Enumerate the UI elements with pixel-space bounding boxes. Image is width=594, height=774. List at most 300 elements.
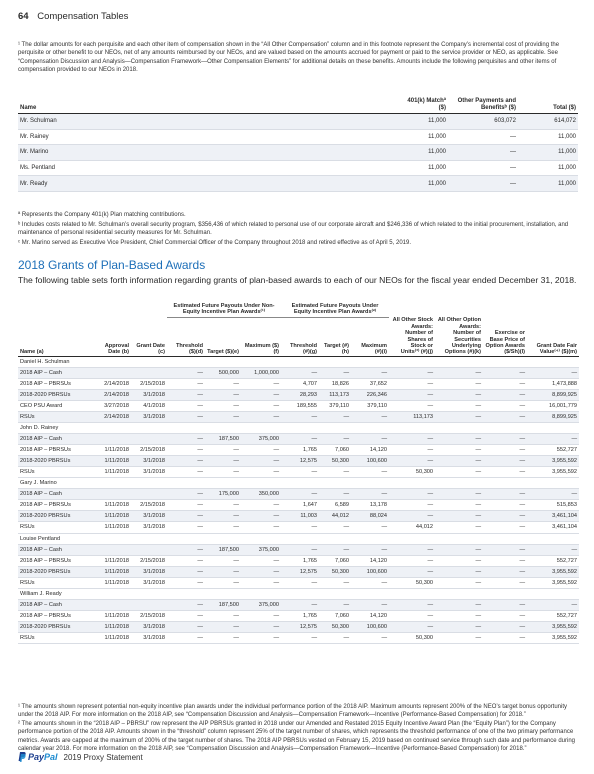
page-number: 64 <box>18 11 29 22</box>
grants-cell: — <box>343 634 350 641</box>
grants-cell: — <box>483 544 527 555</box>
grants-col-header: Threshold (#)(g) <box>289 342 318 356</box>
grants-cell: — <box>435 389 483 400</box>
grants-cell: — <box>273 402 280 409</box>
grants-cell: — <box>273 557 280 564</box>
grants-cell: 2018-2020 PBRSUs <box>18 621 95 632</box>
grants-col-header: Maximum ($)(f) <box>244 342 280 356</box>
grants-cell: — <box>273 469 280 476</box>
grants-cell: 187,500 <box>205 544 241 555</box>
page-footer <box>18 752 143 762</box>
grants-cell: — <box>389 389 435 400</box>
paypal-logo <box>18 752 58 762</box>
grants-cell: — <box>205 411 241 422</box>
grants-cell: 7,060 <box>335 447 350 454</box>
grants-cell: — <box>527 489 579 500</box>
grants-cell: 2018 AIP – PBRSUs <box>20 612 71 619</box>
perquisites-cell-total: 11,000 <box>518 145 578 161</box>
grants-cell: — <box>475 469 482 476</box>
grants-cell: — <box>483 566 527 577</box>
grants-cell: 1/11/2018 <box>104 502 129 509</box>
grants-cell: 3/1/2018 <box>131 456 167 467</box>
grants-cell: 4,707 <box>303 380 318 387</box>
grants-cell: 2018 AIP – Cash <box>18 434 95 445</box>
grants-cell: — <box>389 434 435 445</box>
grants-data-row <box>18 632 579 643</box>
grants-cell: — <box>527 367 579 378</box>
grants-cell: — <box>197 557 203 564</box>
grants-cell: — <box>483 489 527 500</box>
grants-data-row <box>18 511 579 522</box>
grants-cell: — <box>519 502 526 509</box>
perquisites-header-row <box>18 97 578 114</box>
grants-cell: 1/11/2018 <box>95 566 131 577</box>
grants-cell <box>131 489 167 500</box>
grants-cell: 50,300 <box>319 566 351 577</box>
grants-data-row <box>18 489 579 500</box>
grants-cell: 3/1/2018 <box>143 524 165 531</box>
grants-cell: 100,600 <box>351 456 389 467</box>
grants-cell: — <box>435 434 483 445</box>
grants-col-header: Maximum (#)(i) <box>361 342 388 356</box>
grants-data-row <box>18 500 579 511</box>
grants-cell: — <box>281 544 319 555</box>
perquisites-cell-other: — <box>448 145 518 161</box>
grants-cell: — <box>475 557 482 564</box>
grants-cell: 50,300 <box>415 634 434 641</box>
grants-cell <box>131 367 167 378</box>
perquisites-cell-c401k: 11,000 <box>398 176 448 192</box>
grants-cell: — <box>273 524 280 531</box>
grants-cell: — <box>483 621 527 632</box>
grants-cell: — <box>273 634 280 641</box>
grants-col-header: All Other Stock Awards: Number of Shares of Stock or Units⁽³⁾ (#)(j) <box>392 317 434 356</box>
page-header <box>18 11 128 22</box>
grants-cell: 13,178 <box>369 502 388 509</box>
grants-cell: 11,003 <box>281 511 319 522</box>
grants-cell: — <box>475 502 482 509</box>
grants-cell: 375,000 <box>241 544 281 555</box>
grants-cell: — <box>527 544 579 555</box>
grants-cell: — <box>519 634 526 641</box>
grants-cell: 4/1/2018 <box>143 402 165 409</box>
grants-cell: — <box>381 579 388 586</box>
perquisites-cell-name: Mr. Rainey <box>20 133 49 140</box>
grants-cell: 1/11/2018 <box>104 557 129 564</box>
grants-cell: — <box>197 447 203 454</box>
grants-cell: 2018-2020 PBRSUs <box>18 456 95 467</box>
paypal-mark-icon <box>18 752 26 762</box>
grants-data-row <box>18 566 579 577</box>
grants-cell: — <box>233 579 239 586</box>
grants-cell: — <box>475 612 482 619</box>
grants-cell: — <box>167 367 205 378</box>
grants-cell: 28,293 <box>281 389 319 400</box>
grants-cell: — <box>319 367 351 378</box>
grants-cell: 1/11/2018 <box>95 511 131 522</box>
grants-cell: — <box>319 489 351 500</box>
perquisites-row <box>18 129 578 145</box>
grants-cell: — <box>233 380 239 387</box>
grants-cell: 12,575 <box>281 456 319 467</box>
grants-cell: — <box>311 579 318 586</box>
grants-cell: — <box>519 579 526 586</box>
perquisites-cell-c401k: 11,000 <box>398 114 448 130</box>
grants-cell: 2/14/2018 <box>95 389 131 400</box>
grants-cell: 3/1/2018 <box>131 411 167 422</box>
grants-data-row <box>18 522 579 533</box>
grants-cell: 1/11/2018 <box>95 621 131 632</box>
grants-cell: 2018 AIP – PBRSUs <box>20 380 71 387</box>
grants-cell: — <box>311 634 318 641</box>
grants-cell: 1/11/2018 <box>104 634 129 641</box>
grants-cell: — <box>167 566 205 577</box>
grants-cell: 375,000 <box>241 599 281 610</box>
perquisites-cell-name: Mr. Schulman <box>18 114 398 130</box>
perquisites-row <box>18 114 578 130</box>
grants-cell: — <box>197 524 203 531</box>
col-header-name: Name <box>20 105 37 111</box>
grants-cell: — <box>197 634 203 641</box>
grants-cell: RSUs <box>20 469 35 476</box>
grants-cell: — <box>281 434 319 445</box>
grants-cell: — <box>241 411 281 422</box>
perquisites-row <box>18 160 578 176</box>
grants-cell: 18,826 <box>331 380 350 387</box>
grants-cell: — <box>527 434 579 445</box>
grants-data-row <box>18 467 579 478</box>
grants-cell: RSUs <box>18 411 95 422</box>
col-header-401k: 401(k) Matchª ($) <box>407 98 446 111</box>
grants-cell: 2018 AIP – Cash <box>18 599 95 610</box>
grants-person-name: Louise Pentland <box>20 535 61 542</box>
grants-cell: — <box>241 621 281 632</box>
grants-cell: — <box>483 411 527 422</box>
grants-cell: 2/15/2018 <box>140 447 165 454</box>
grants-cell: 100,600 <box>351 621 389 632</box>
perquisites-row <box>18 176 578 192</box>
grants-cell: 3,955,592 <box>527 621 579 632</box>
grants-cell: 113,173 <box>319 389 351 400</box>
grants-data-row <box>18 400 579 411</box>
grants-cell: — <box>483 434 527 445</box>
footnote-a: ª Represents the Company 401(k) Plan matching contributions. <box>18 212 186 218</box>
grants-data-row <box>18 599 579 610</box>
grants-col-header: Threshold ($)(d) <box>175 342 203 356</box>
grants-person-row <box>18 533 579 544</box>
grants-table <box>18 303 579 644</box>
grants-cell: — <box>435 489 483 500</box>
grants-cell: — <box>281 411 319 422</box>
grants-person-name: Daniel H. Schulman <box>20 358 70 365</box>
grants-cell: — <box>233 612 239 619</box>
grants-cell: — <box>167 489 205 500</box>
grants-cell: 1/11/2018 <box>104 447 129 454</box>
grants-cell: 2018 AIP – PBRSUs <box>20 447 71 454</box>
grants-cell: 16,001,779 <box>549 402 578 409</box>
perquisites-cell-total: 614,072 <box>518 114 578 130</box>
perquisites-cell-other: — <box>510 165 516 172</box>
grants-cell: 187,500 <box>205 599 241 610</box>
logo-text-pal: Pal <box>44 752 58 762</box>
perquisites-table <box>18 97 578 192</box>
grants-cell: — <box>389 566 435 577</box>
grants-cell: 1,473,888 <box>552 380 578 387</box>
grants-cell: 3/1/2018 <box>131 389 167 400</box>
grants-cell: 3,955,592 <box>552 469 578 476</box>
grants-cell: 375,000 <box>241 434 281 445</box>
grants-cell: 3,955,592 <box>552 579 578 586</box>
grants-cell: 2018 AIP – Cash <box>18 544 95 555</box>
grants-cell: — <box>351 599 389 610</box>
grants-cell: — <box>435 544 483 555</box>
grants-cell: 500,000 <box>205 367 241 378</box>
grants-col-header: Grant Date Fair Value⁽⁴⁾ ($)(m) <box>536 342 578 356</box>
grants-cell: — <box>241 456 281 467</box>
grants-cell: 1,765 <box>303 557 318 564</box>
section-intro: The following table sets forth information regarding grants of plan-based awards to each of our NEOs for the fiscal year ended December 31, 2018. <box>18 275 577 285</box>
grants-data-row <box>18 544 579 555</box>
grants-data-row <box>18 378 579 389</box>
grants-cell: — <box>167 544 205 555</box>
grants-cell: — <box>435 411 483 422</box>
grants-cell: 3/1/2018 <box>143 634 165 641</box>
footnote-c: ᶜ Mr. Marino served as Executive Vice President, Chief Commercial Officer of the Company throughout 2018 and retired effective as of April 5, 2019. <box>18 239 411 246</box>
grants-cell: — <box>475 634 482 641</box>
grants-cell <box>95 367 131 378</box>
grants-cell: — <box>197 579 203 586</box>
grants-cell: 3,461,104 <box>527 511 579 522</box>
grants-cell: — <box>241 389 281 400</box>
grants-cell: — <box>389 367 435 378</box>
grants-cell: — <box>435 599 483 610</box>
grants-cell: 2/14/2018 <box>104 380 129 387</box>
grants-cell: 3/1/2018 <box>143 469 165 476</box>
grants-cell: 1/11/2018 <box>104 579 129 586</box>
grants-cell: — <box>281 599 319 610</box>
grants-cell: — <box>351 434 389 445</box>
grants-cell: — <box>389 456 435 467</box>
grants-cell: 50,300 <box>415 469 434 476</box>
grants-cell: 14,120 <box>369 557 388 564</box>
grants-cell: 552,727 <box>556 447 578 454</box>
grants-cell: — <box>273 502 280 509</box>
perquisites-cell-name: Mr. Ready <box>18 176 398 192</box>
perquisites-cell-total: 11,000 <box>558 165 576 172</box>
grants-cell: — <box>435 621 483 632</box>
perquisites-cell-total: 11,000 <box>518 176 578 192</box>
grants-cell <box>95 544 131 555</box>
grants-cell <box>95 599 131 610</box>
grants-cell: — <box>233 634 239 641</box>
grants-cell: 2/15/2018 <box>140 557 165 564</box>
grants-cell: — <box>343 469 350 476</box>
grants-cell: — <box>435 566 483 577</box>
grants-data-row <box>18 445 579 456</box>
grants-cell: — <box>389 599 435 610</box>
perquisites-row <box>18 145 578 161</box>
grants-cell: — <box>241 511 281 522</box>
grants-cell: — <box>281 367 319 378</box>
grants-cell: 1,647 <box>303 502 318 509</box>
grants-cell: — <box>311 524 318 531</box>
grants-person-row <box>18 478 579 489</box>
grants-cell: 8,899,925 <box>527 411 579 422</box>
grants-cell <box>95 434 131 445</box>
grants-col-header: Grant Date (c) <box>136 342 165 356</box>
grants-cell: — <box>233 469 239 476</box>
page-header-title: Compensation Tables <box>37 11 129 22</box>
grants-cell: 50,300 <box>319 456 351 467</box>
grants-cell: 3,955,592 <box>552 634 578 641</box>
grants-cell: — <box>273 447 280 454</box>
grants-cell: — <box>233 524 239 531</box>
grants-data-row <box>18 577 579 588</box>
grants-cell: 1,765 <box>303 612 318 619</box>
perquisites-cell-total: 11,000 <box>558 133 576 140</box>
grants-data-row <box>18 456 579 467</box>
grants-cell: — <box>233 447 239 454</box>
grants-cell: — <box>475 447 482 454</box>
grants-cell: — <box>233 502 239 509</box>
grants-cell: 2018-2020 PBRSUs <box>18 511 95 522</box>
grants-cell: CEO PSU Award <box>20 402 63 409</box>
grants-cell: — <box>435 367 483 378</box>
grants-cell <box>131 544 167 555</box>
grants-cell: — <box>427 502 434 509</box>
grants-cell: — <box>167 456 205 467</box>
perquisites-cell-name: Mr. Marino <box>18 145 398 161</box>
grants-cell: 1,765 <box>303 447 318 454</box>
grants-cell: — <box>197 402 203 409</box>
grants-cell: — <box>389 489 435 500</box>
footnote-1: ¹ The amounts shown represent potential non-equity incentive plan awards under the individual performance portion of the 2018 AIP. Maximum amounts represent 200% of the NEO’s target bonus opportunity under the 2018 AIP. For more information on the 2018 AIP, see “Compensation Discussion and Analysis—Compensation Framework—Incentive (Performance-Based Compensation) for 2018.” <box>18 704 567 719</box>
grants-cell: 2/15/2018 <box>140 380 165 387</box>
grants-cell: — <box>475 402 482 409</box>
grants-cell: — <box>319 434 351 445</box>
footnote-b: ᵇ Includes costs related to Mr. Schulman’s overall security program, $356,436 of which related to personal use of our corporate aircraft and $246,336 of which related to the initial procurement, installation, and maintenance of personal residential security measures for Mr. Schulman. <box>18 221 569 237</box>
grants-cell: 2/14/2018 <box>95 411 131 422</box>
perquisites-cell-c401k: 11,000 <box>398 145 448 161</box>
grants-cell: 379,110 <box>367 402 388 409</box>
grants-cell: — <box>483 511 527 522</box>
grants-data-row <box>18 411 579 422</box>
grants-cell: 3,955,592 <box>527 456 579 467</box>
grants-cell: — <box>519 469 526 476</box>
footnote-2: ² The amounts shown in the “2018 AIP – PBRSU” row represent the AIP PBRSUs granted in 2018 under our Amended and Restated 2015 Equity Incentive Award Plan (the “Equity Plan”) for the Company performance portion of the 2018 AIP. Amounts shown in the “threshold” column represent 25% of the target number of shares, which represents the threshold performance of one of the two primary performance metrics. Awards are capped at the maximum of 200% of the target number of shares. The 2018 AIP PBRSUs vested on February 15, 2019 based on continued service through such date and performance during calendar year 2018. For more information on the 2018 AIP, see “Compensation Discussion and Analysis—Compensation Framework—Incentive (Performance-Based Compensation) for 2018.” <box>18 720 575 753</box>
grants-cell: 88,024 <box>351 511 389 522</box>
footnote-intro: ¹ The dollar amounts for each perquisite and each other item of compensation shown in the “All Other Compensation” column and in this footnote represent the Company’s incremental cost of providing the perquisite or other benefit to our NEOs, net of any amounts reimbursed by our NEOs, and are valued based on the amounts accrued for payment or paid to the service provider or NEO, as applicable. See “Compensation Discussion and Analysis—Compensation Framework—Other Compensation Elements” for additional details on these benefits. Amounts include the following perquisites and other items of compensation provided to our NEOs in 2018. <box>18 42 560 74</box>
grants-cell: 1/11/2018 <box>104 612 129 619</box>
grants-cell: — <box>343 524 350 531</box>
grants-cell: — <box>167 389 205 400</box>
grants-cell: — <box>527 599 579 610</box>
grants-data-row <box>18 389 579 400</box>
grants-cell: — <box>519 612 526 619</box>
grants-cell: 2/15/2018 <box>140 612 165 619</box>
grants-cell: — <box>319 599 351 610</box>
grants-col-header: Name (a) <box>20 349 44 356</box>
perquisites-footnotes <box>18 211 578 248</box>
grants-cell: 3/1/2018 <box>131 511 167 522</box>
grants-cell: 44,012 <box>415 524 434 531</box>
grants-cell: — <box>427 557 434 564</box>
grants-cell: — <box>233 402 239 409</box>
grants-cell <box>95 489 131 500</box>
grants-cell: — <box>381 469 388 476</box>
grants-cell: — <box>311 469 318 476</box>
grants-cell: — <box>435 511 483 522</box>
grants-cell: — <box>205 456 241 467</box>
grants-cell: 3/1/2018 <box>131 566 167 577</box>
grants-cell: — <box>273 380 280 387</box>
grants-cell: 1/11/2018 <box>104 524 129 531</box>
grants-cell: 50,300 <box>415 579 434 586</box>
grants-cell: 3/1/2018 <box>131 621 167 632</box>
grants-cell: 2018-2020 PBRSUs <box>18 389 95 400</box>
grants-cell: — <box>233 557 239 564</box>
grants-cell: 552,727 <box>556 612 578 619</box>
grants-cell: 175,000 <box>205 489 241 500</box>
grants-cell: 113,173 <box>389 411 435 422</box>
grants-cell: — <box>205 511 241 522</box>
perquisites-cell-other: — <box>510 133 516 140</box>
grants-cell: — <box>519 524 526 531</box>
grants-data-row <box>18 610 579 621</box>
grants-col-header: Target (#)(h) <box>323 342 350 356</box>
grants-cell: 14,120 <box>369 612 388 619</box>
grants-cell: — <box>483 389 527 400</box>
grants-cell: 12,575 <box>281 621 319 632</box>
footer-doc-title: 2019 Proxy Statement <box>63 752 143 762</box>
grants-cell: — <box>427 612 434 619</box>
grants-cell: — <box>389 511 435 522</box>
grants-cell: 100,600 <box>351 566 389 577</box>
grants-cell: 37,652 <box>369 380 388 387</box>
grants-cell: RSUs <box>20 634 35 641</box>
grants-person-name: Gary J. Marino <box>20 480 57 487</box>
grants-cell: — <box>435 456 483 467</box>
grants-cell: 3/27/2018 <box>104 402 129 409</box>
group-header-equity: Estimated Future Payouts Under Equity Incentive Plan Awards⁽²⁾ <box>281 303 389 317</box>
grants-cell: — <box>475 524 482 531</box>
grants-cell: — <box>197 502 203 509</box>
grants-cell: 1,000,000 <box>241 367 281 378</box>
grants-cell: — <box>167 599 205 610</box>
grants-cell: 50,300 <box>319 621 351 632</box>
grants-data-row <box>18 555 579 566</box>
grants-col-header: All Other Option Awards: Number of Securities Underlying Options (#)(k) <box>437 317 482 356</box>
grants-data-row <box>18 367 579 378</box>
grants-cell: 6,589 <box>335 502 350 509</box>
grants-cell: — <box>167 411 205 422</box>
grants-cell: — <box>483 599 527 610</box>
grants-cell: 350,000 <box>241 489 281 500</box>
grants-cell: 7,060 <box>335 557 350 564</box>
grants-cell: 2018 AIP – PBRSUs <box>20 502 71 509</box>
grants-cell: — <box>483 367 527 378</box>
grants-cell: — <box>205 566 241 577</box>
grants-person-name: William J. Ready <box>20 590 62 597</box>
grants-cell: RSUs <box>20 579 35 586</box>
grants-data-row <box>18 434 579 445</box>
grants-cell: 2/15/2018 <box>140 502 165 509</box>
grants-cell: 1/11/2018 <box>104 469 129 476</box>
grants-cell: 7,060 <box>335 612 350 619</box>
grants-cell: — <box>167 434 205 445</box>
col-header-other-payments: Other Payments and Benefitsᵇ ($) <box>457 98 516 111</box>
grants-cell: 226,346 <box>351 389 389 400</box>
